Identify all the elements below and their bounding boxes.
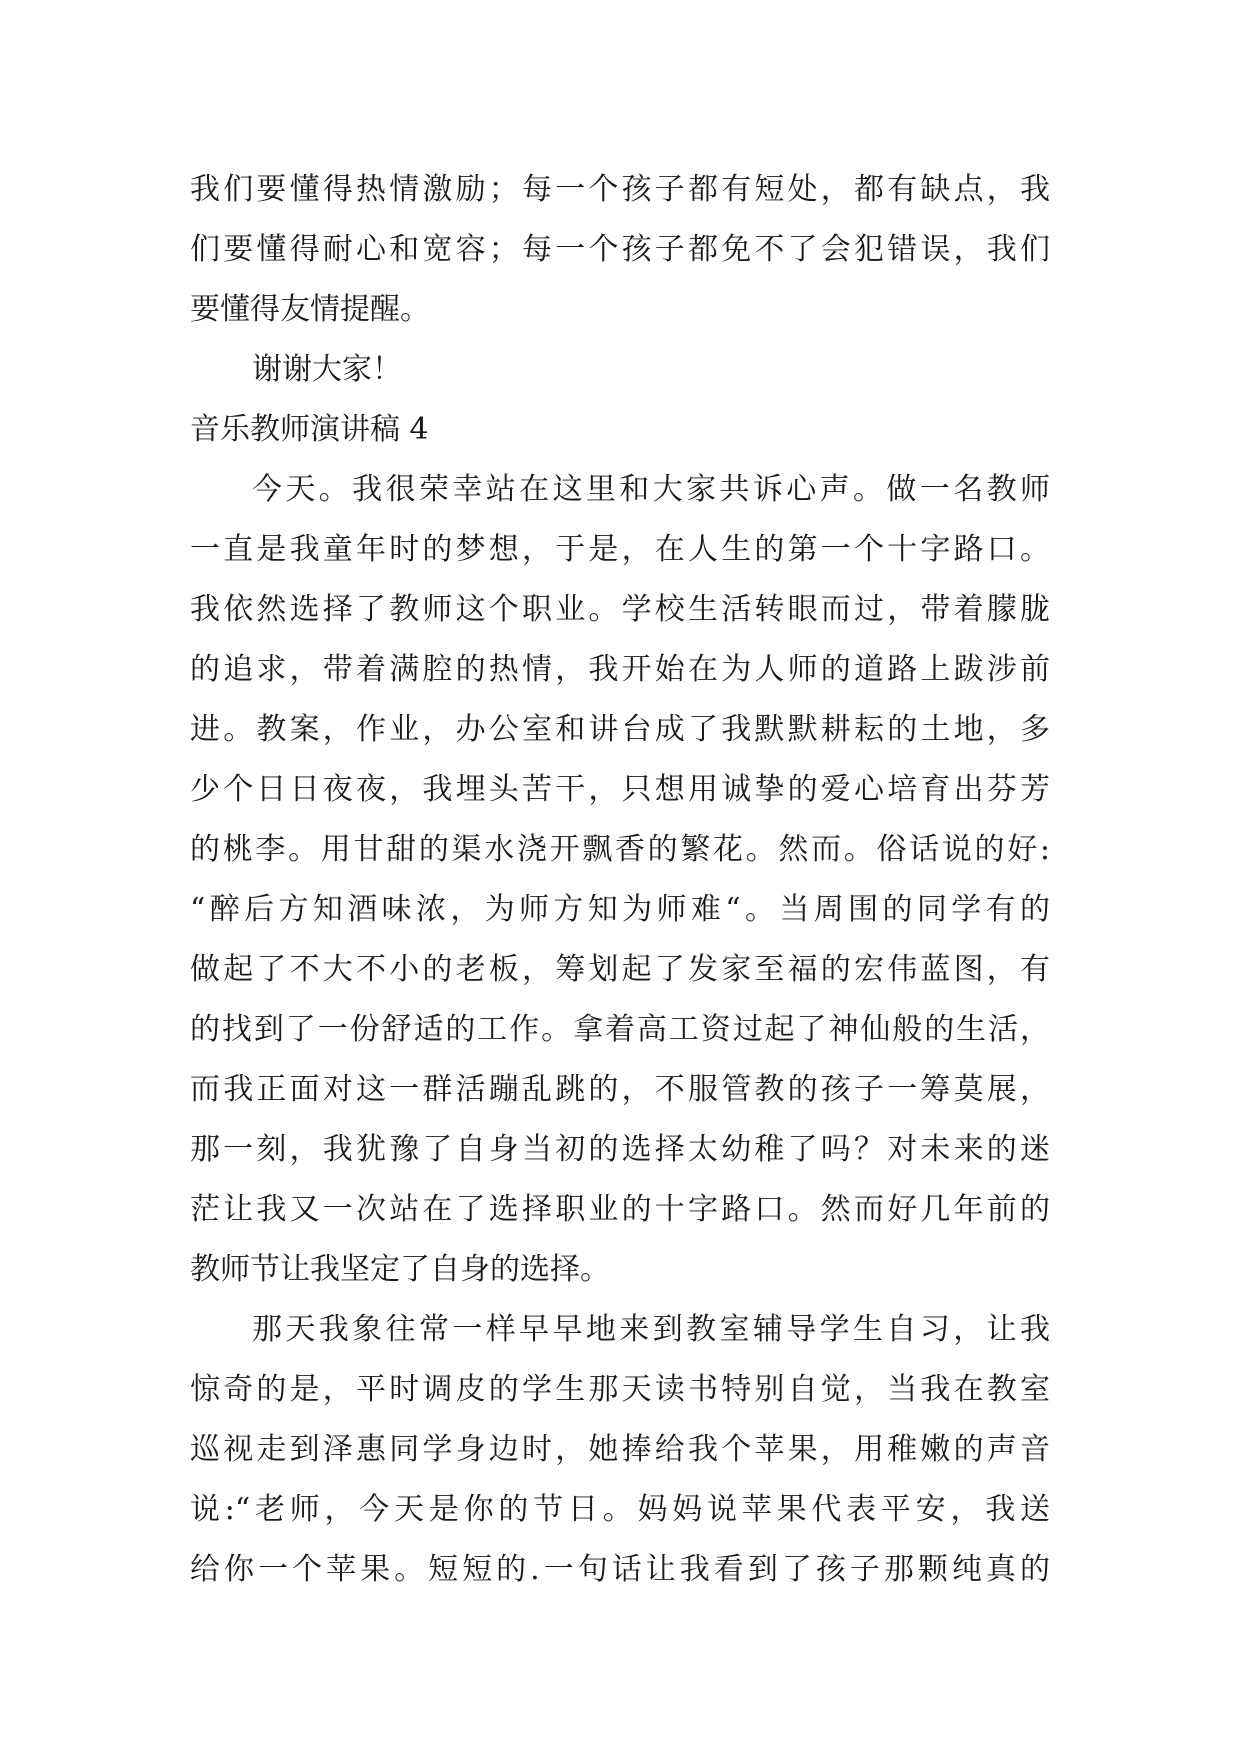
text-line: 那天我象往常一样早早地来到教室辅导学生自习，让我 bbox=[252, 1312, 1050, 1347]
text-line: 教师节让我坚定了自身的选择。 bbox=[190, 1252, 610, 1287]
text-line: 巡视走到泽惠同学身边时，她捧给我个苹果，用稚嫩的声音 bbox=[190, 1432, 1050, 1467]
text-line: 做起了不大不小的老板，筹划起了发家至福的宏伟蓝图，有 bbox=[190, 952, 1050, 987]
text-line: 那一刻，我犹豫了自身当初的选择太幼稚了吗？对未来的迷 bbox=[190, 1132, 1050, 1167]
text-line: 要懂得友情提醒。 bbox=[190, 292, 430, 327]
text-line: 而我正面对这一群活蹦乱跳的，不服管教的孩子一筹莫展， bbox=[190, 1072, 1050, 1107]
text-line: 们要懂得耐心和宽容；每一个孩子都免不了会犯错误，我们 bbox=[190, 232, 1050, 267]
text-line: 给你一个苹果。短短的.一句话让我看到了孩子那颗纯真的 bbox=[190, 1552, 1050, 1587]
text-line: 我依然选择了教师这个职业。学校生活转眼而过，带着朦胧 bbox=[190, 592, 1050, 627]
text-line: 一直是我童年时的梦想，于是，在人生的第一个十字路口。 bbox=[190, 532, 1050, 567]
section-heading: 音乐教师演讲稿 4 bbox=[190, 412, 429, 447]
text-line: 的追求，带着满腔的热情，我开始在为人师的道路上跋涉前 bbox=[190, 652, 1050, 687]
text-line: 进。教案，作业，办公室和讲台成了我默默耕耘的土地，多 bbox=[190, 712, 1050, 747]
text-line: 茫让我又一次站在了选择职业的十字路口。然而好几年前的 bbox=[190, 1192, 1050, 1227]
text-line: 今天。我很荣幸站在这里和大家共诉心声。做一名教师 bbox=[252, 472, 1050, 507]
closing-line: 谢谢大家！ bbox=[252, 352, 402, 387]
document-body bbox=[190, 160, 1050, 1600]
text-line: 少个日日夜夜，我埋头苦干，只想用诚挚的爱心培育出芬芳 bbox=[190, 772, 1050, 807]
text-line: 说:“老师，今天是你的节日。妈妈说苹果代表平安，我送 bbox=[190, 1492, 1050, 1527]
text-line: 的桃李。用甘甜的渠水浇开飘香的繁花。然而。俗话说的好: bbox=[190, 832, 1050, 867]
text-line: “醉后方知酒味浓，为师方知为师难“。当周围的同学有的 bbox=[190, 892, 1050, 927]
text-line: 我们要懂得热情激励；每一个孩子都有短处，都有缺点，我 bbox=[190, 172, 1050, 207]
text-line: 的找到了一份舒适的工作。拿着高工资过起了神仙般的生活， bbox=[190, 1012, 1050, 1047]
text-line: 惊奇的是，平时调皮的学生那天读书特别自觉，当我在教室 bbox=[190, 1372, 1050, 1407]
